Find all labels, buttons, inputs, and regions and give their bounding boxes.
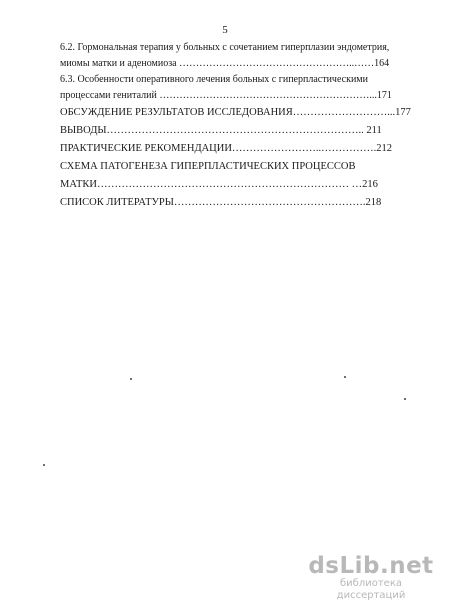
toc-entry-discussion: ОБСУЖДЕНИЕ РЕЗУЛЬТАТОВ ИССЛЕДОВАНИЯ………………………...177 (60, 107, 411, 118)
scan-speck (344, 376, 346, 378)
toc-entry-6-3-title: 6.3. Особенности оперативного лечения больных с гиперпластическими (60, 74, 368, 85)
toc-entry-conclusions: ВЫВОДЫ……………………………………………………………….. 211 (60, 125, 382, 136)
scan-speck (404, 398, 406, 400)
toc-entry-6-3-continuation: процессами гениталий ………………………………………………………...171 (60, 90, 392, 101)
watermark-logo: dsLib.net (308, 553, 434, 579)
toc-entry-pathogenesis-continuation: МАТКИ……………………………………………………………… …216 (60, 179, 378, 190)
toc-entry-references: СПИСОК ЛИТЕРАТУРЫ……………………………………………….218 (60, 197, 382, 208)
toc-entry-6-2-title: 6.2. Гормональная терапия у больных с сочетанием гиперплазии эндометрия, (60, 42, 390, 53)
scan-speck (130, 378, 132, 380)
page-number: 5 (222, 24, 228, 36)
toc-entry-recommendations: ПРАКТИЧЕСКИЕ РЕКОМЕНДАЦИИ……………………..…………….212 (60, 143, 393, 154)
table-of-contents (60, 40, 410, 212)
toc-entry-pathogenesis-scheme: СХЕМА ПАТОГЕНЕЗА ГИПЕРПЛАСТИЧЕСКИХ ПРОЦЕССОВ (60, 161, 356, 172)
scan-speck (43, 464, 45, 466)
watermark (306, 554, 436, 602)
watermark-subtitle: библиотека диссертаций (336, 578, 406, 601)
toc-entry-6-2-continuation: миомы матки и аденомиоза ……………………………………………..……164 (60, 58, 390, 69)
